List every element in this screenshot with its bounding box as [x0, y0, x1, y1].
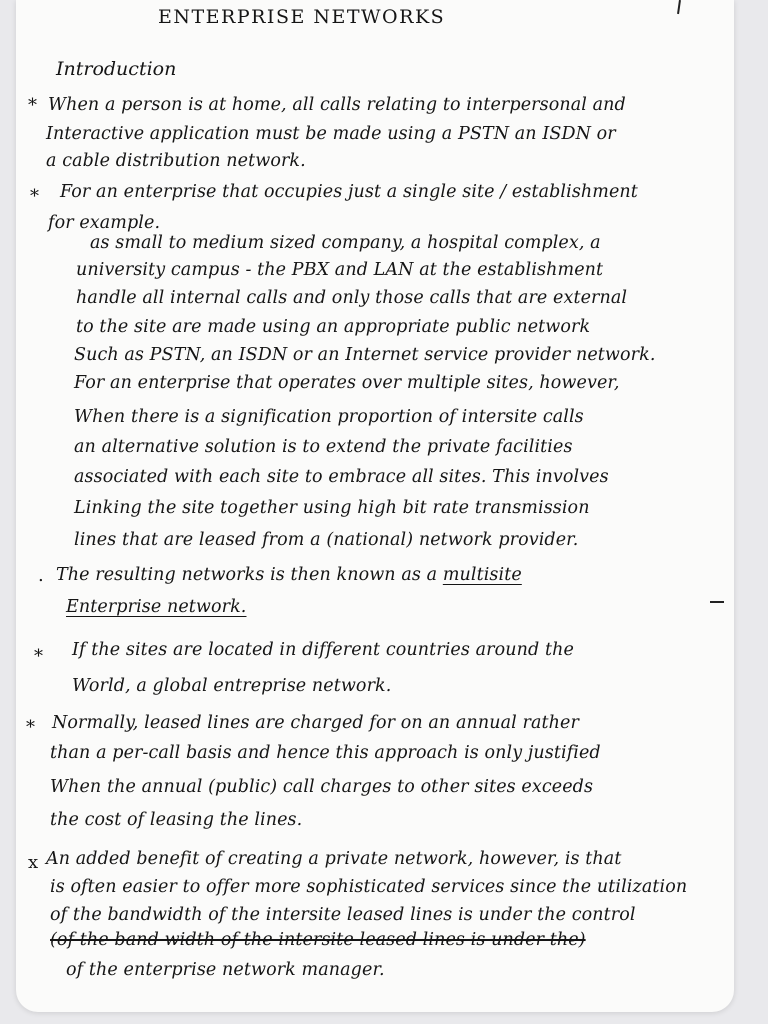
underlined-term: multisite	[442, 565, 522, 585]
text-line: For an enterprise that occupies just a single site / establishment	[60, 182, 638, 202]
struck-out-line: (of the band width of the intersite leased lines is under the)	[50, 930, 586, 950]
text-line: lines that are leased from a (national) network provider.	[74, 530, 579, 550]
underlined-term: Enterprise network.	[66, 597, 247, 617]
text-line: Such as PSTN, an ISDN or an Internet service provider network.	[74, 345, 656, 365]
text-line: than a per-call basis and hence this approach is only justified	[50, 743, 601, 763]
text-line: Normally, leased lines are charged for on an annual rather	[52, 713, 579, 733]
notebook-page	[16, 0, 734, 1012]
text-line: World, a global entreprise network.	[72, 676, 392, 696]
text-line: as small to medium sized company, a hospital complex, a	[90, 233, 601, 253]
page-title: ENTERPRISE NETWORKS	[158, 6, 446, 28]
star-bullet: *	[30, 186, 39, 207]
text-line: Linking the site together using high bit rate transmission	[74, 498, 590, 518]
text-line: to the site are made using an appropriate public network	[76, 317, 591, 337]
text-line: of the bandwidth of the intersite leased lines is under the control	[50, 905, 636, 925]
text-line: When the annual (public) call charges to other sites exceeds	[50, 777, 594, 797]
star-bullet: *	[26, 717, 35, 738]
text-line: the cost of leasing the lines.	[50, 810, 303, 830]
text-line: When there is a signification proportion of intersite calls	[74, 407, 584, 427]
text-line: When a person is at home, all calls relating to interpersonal and	[48, 95, 626, 115]
text-line: of the enterprise network manager.	[66, 960, 385, 980]
text-line: for example.	[48, 213, 161, 233]
dot-bullet: .	[38, 565, 44, 586]
x-bullet: x	[28, 852, 39, 873]
text-line: An added benefit of creating a private network, however, is that	[46, 849, 622, 869]
text-line	[56, 565, 522, 585]
text-line: university campus - the PBX and LAN at the establishment	[76, 260, 604, 280]
text-line: associated with each site to embrace all sites. This involves	[74, 467, 609, 487]
text-line: is often easier to offer more sophisticated services since the utilization	[50, 877, 688, 897]
text-line: an alternative solution is to extend the private facilities	[74, 437, 573, 457]
text-line: Interactive application must be made using a PSTN an ISDN or	[46, 124, 616, 144]
margin-dash	[710, 601, 724, 603]
section-heading: Introduction	[56, 58, 177, 80]
text-line: a cable distribution network.	[46, 151, 306, 171]
pen-mark	[677, 0, 681, 14]
star-bullet: *	[28, 95, 37, 116]
text-line: For an enterprise that operates over multiple sites, however,	[74, 373, 620, 393]
text-line: If the sites are located in different countries around the	[72, 640, 574, 660]
text-line: handle all internal calls and only those calls that are external	[76, 288, 628, 308]
text-fragment: The resulting networks is then known as a	[56, 565, 438, 585]
star-bullet: *	[34, 646, 43, 667]
